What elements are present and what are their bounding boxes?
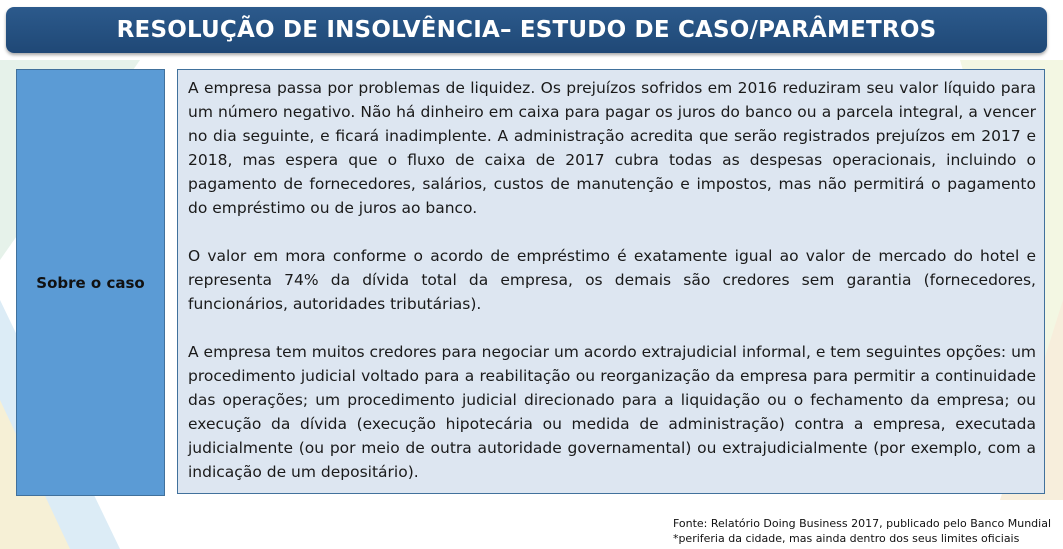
title-bar — [6, 7, 1047, 53]
row-header-cell — [16, 69, 165, 496]
paragraph-options: A empresa tem muitos credores para negociar um acordo extrajudicial informal, e tem seguintes opções: um procedimento judicial voltado para a reabilitação ou reorganização da empresa para permitir a continuidade das operações; um procedimento judicial direcionado para a liquidação ou o fechamento da empresa; ou execução da dívida (execução hipotecária ou medida de administração) contra a empresa, executada judicialmente (ou por meio de outra autoridade governamental) ou extrajudicialmente (por exemplo, com a indicação de um depositário). — [188, 343, 1036, 481]
source-note: Fonte: Relatório Doing Business 2017, publicado pelo Banco Mundial — [672, 517, 1051, 530]
page-title: RESOLUÇÃO DE INSOLVÊNCIA– ESTUDO DE CASO/PARÂMETROS — [116, 17, 937, 43]
case-description-cell — [177, 69, 1045, 494]
paragraph-liquidity: A empresa passa por problemas de liquidez. Os prejuízos sofridos em 2016 reduziram seu valor líquido para um número negativo. Não há dinheiro em caixa para pagar os juros do banco ou a parcela integral, a vencer no dia seguinte, e ficará inadimplente. A administração acredita que serão registrados prejuízos em 2017 e 2018, mas espera que o fluxo de caixa de 2017 cubra todas as despesas operacionais, incluindo o pagamento de fornecedores, salários, custos de manutenção e impostos, mas não permitirá o pagamento do empréstimo ou de juros ao banco. — [188, 79, 1036, 217]
asterisk-note: *periferia da cidade, mas ainda dentro dos seus limites oficiais — [672, 532, 1020, 545]
row-header-label: Sobre o caso — [36, 273, 145, 292]
paragraph-default-amount: O valor em mora conforme o acordo de empréstimo é exatamente igual ao valor de mercado do hotel e representa 74% da dívida total da empresa, os demais são credores sem garantia (fornecedores, funcionários, autoridades tributárias). — [188, 247, 1036, 313]
footnotes — [673, 516, 1051, 546]
